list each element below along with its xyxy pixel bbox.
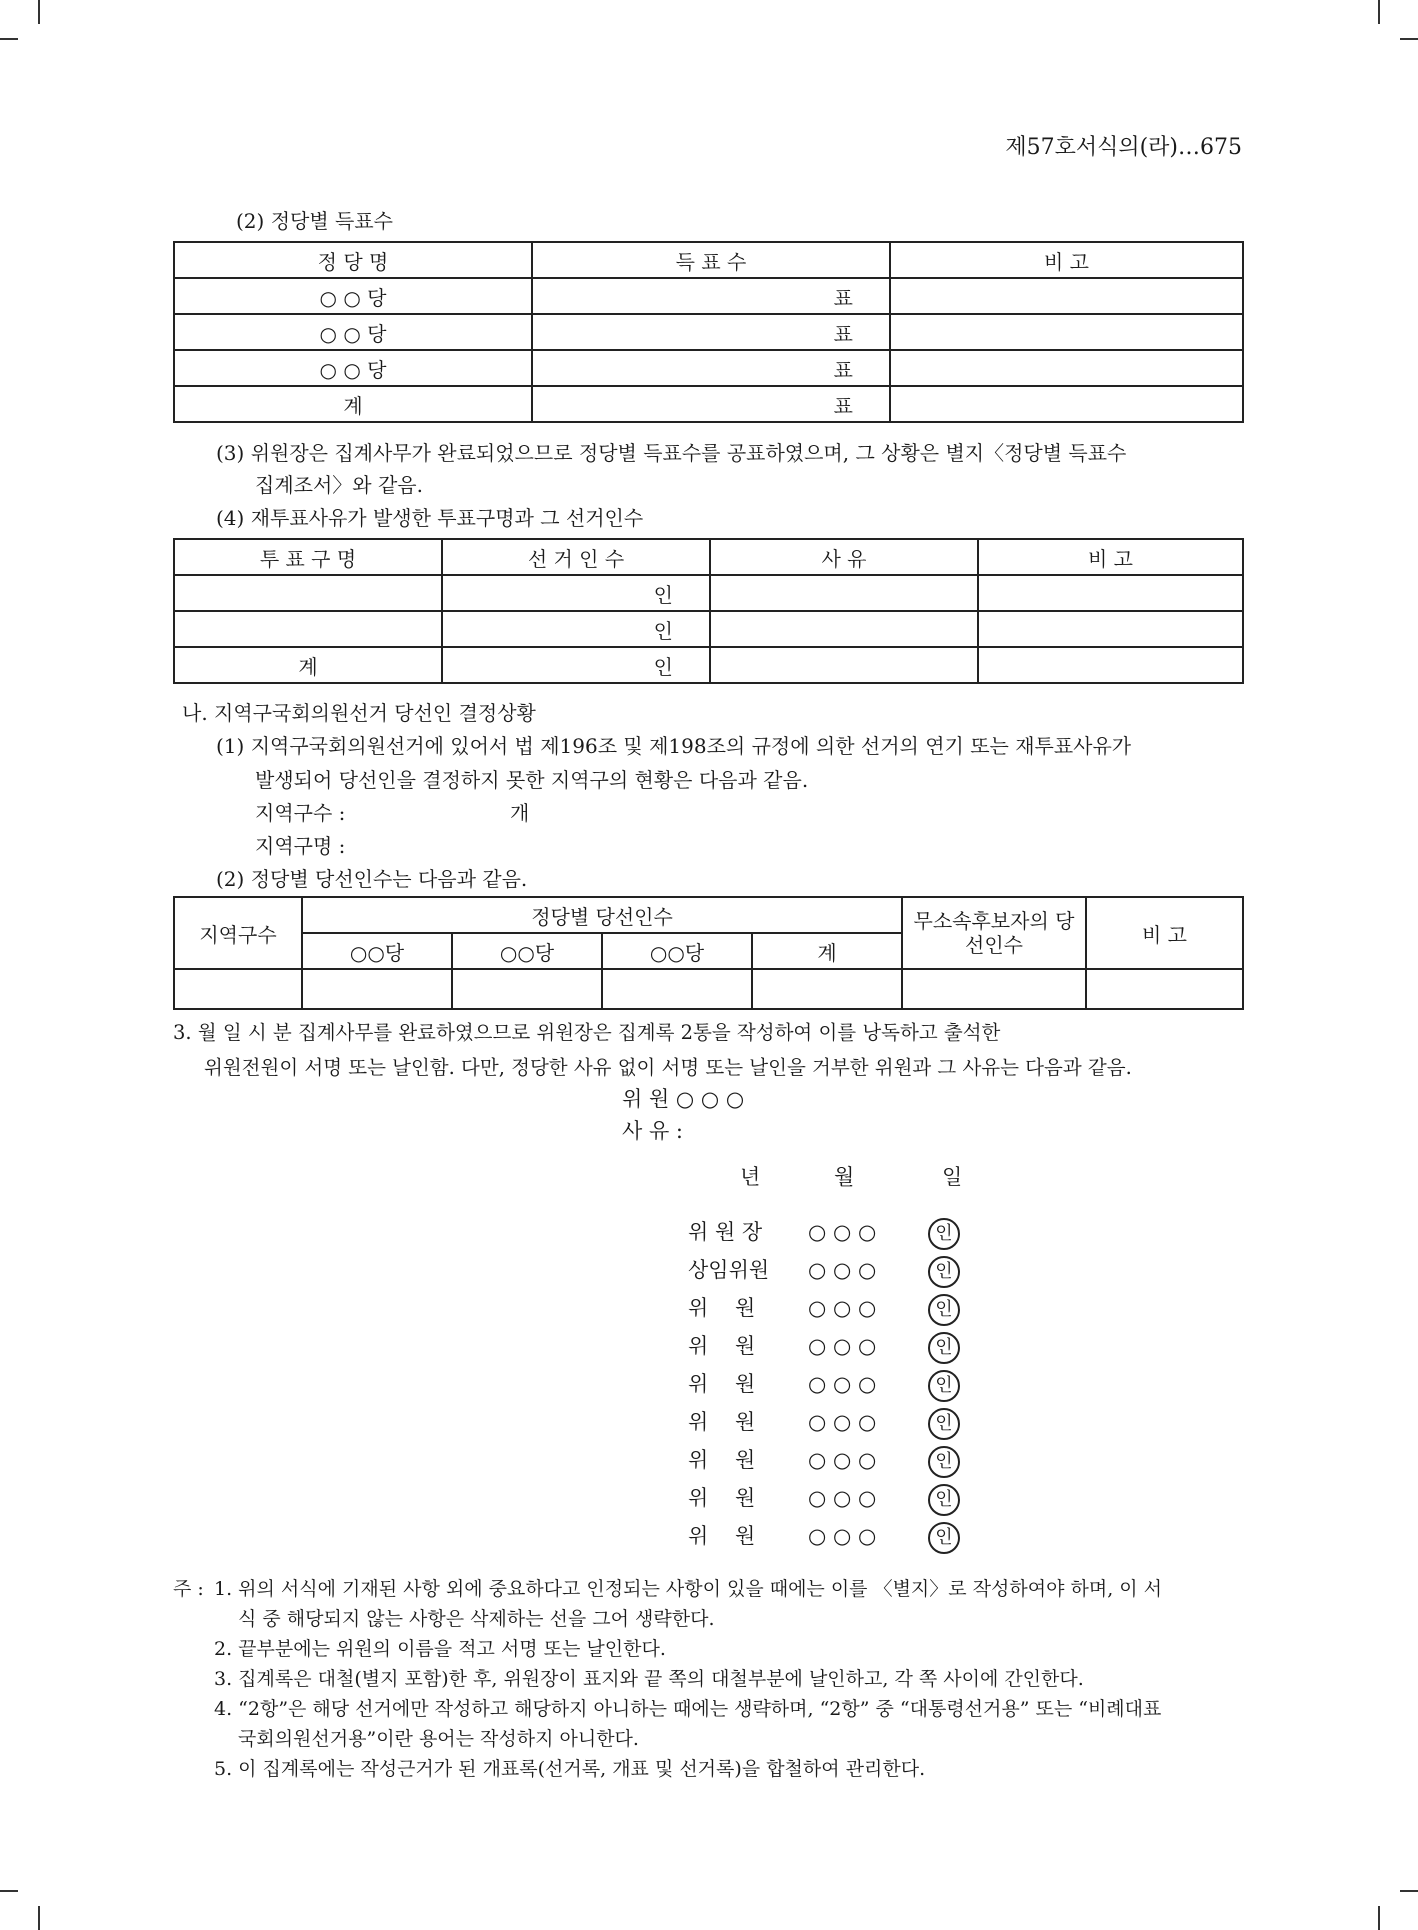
voter-unit-cell: 인 [442, 575, 710, 611]
signature-row [688, 1330, 960, 1364]
party-name-cell: ○ ○ 당 [174, 314, 532, 350]
district-count-unit: 개 [510, 801, 530, 825]
date-month-label: 월 [834, 1165, 855, 1189]
note-1-line2: 식 중 해당되지 않는 사항은 삭제하는 선을 그어 생략한다. [238, 1608, 715, 1630]
table-cell [752, 969, 902, 1009]
note-2: 2. 끝부분에는 위원의 이름을 적고 서명 또는 날인한다. [214, 1638, 666, 1660]
date-year-label: 년 [740, 1165, 761, 1189]
vote-unit-cell: 표 [532, 350, 890, 386]
table-cell [1086, 969, 1243, 1009]
note-cell [978, 575, 1243, 611]
signer-role: 위 원 [688, 1524, 756, 1548]
paragraph-completion-line2: 위원전원이 서명 또는 날인함. 다만, 정당한 사유 없이 서명 또는 날인을 거부한 위원과 그 사유는 다음과 같음. [204, 1056, 1132, 1079]
note-4-line1: 4. “2항”은 해당 선거에만 작성하고 해당하지 아니하는 때에는 생략하며, “2항” 중 “대통령선거용” 또는 “비례대표 [214, 1698, 1162, 1720]
refusing-member-line: 위 원 ○ ○ ○ [622, 1087, 745, 1111]
voter-unit-cell: 인 [442, 611, 710, 647]
table-row-total [174, 386, 1243, 422]
note-cell [890, 350, 1243, 386]
district-name-label: 지역구명 : [255, 834, 346, 858]
table-row [174, 278, 1243, 314]
section-title-district-winners: 나. 지역구국회의원선거 당선인 결정상황 [182, 701, 536, 725]
table-row [174, 314, 1243, 350]
winners-by-party-table [173, 896, 1244, 1010]
paragraph-announcement-line1: (3) 위원장은 집계사무가 완료되었으므로 정당별 득표수를 공표하였으며, 그 상황은 별지〈정당별 득표수 [216, 441, 1127, 465]
table-row [174, 969, 1243, 1009]
signer-name: ○ ○ ○ [808, 1372, 877, 1396]
signer-role: 위 원 [688, 1372, 756, 1396]
table-header-row [174, 897, 1243, 933]
note-3: 3. 집계록은 대철(별지 포함)한 후, 위원장이 표지와 끝 쪽의 대철부분에 날인하고, 각 쪽 사이에 간인한다. [214, 1668, 1084, 1690]
paragraph-announcement-line2: 집계조서〉와 같음. [255, 473, 423, 497]
total-label-cell: 계 [174, 386, 532, 422]
table-cell [174, 969, 302, 1009]
party-column-header: ○○당 [602, 933, 752, 969]
signature-row [688, 1406, 960, 1440]
signature-row [688, 1482, 960, 1516]
total-column-header: 계 [752, 933, 902, 969]
crop-mark [1400, 38, 1418, 40]
table-row-total [174, 647, 1243, 683]
signer-role: 위 원 장 [688, 1220, 763, 1244]
signature-row [688, 1292, 960, 1326]
signer-name: ○ ○ ○ [808, 1334, 877, 1358]
table-header-row [174, 539, 1243, 575]
note-cell [978, 647, 1243, 683]
column-header: 비 고 [890, 242, 1243, 278]
vote-unit-cell: 표 [532, 314, 890, 350]
note-cell [890, 314, 1243, 350]
note-cell [890, 278, 1243, 314]
seal-mark: 인 [928, 1446, 960, 1478]
table-row [174, 575, 1243, 611]
seal-mark: 인 [928, 1522, 960, 1554]
signer-role: 상임위원 [688, 1258, 770, 1282]
party-name-cell: ○ ○ 당 [174, 278, 532, 314]
party-column-header: ○○당 [302, 933, 452, 969]
district-count-label: 지역구수 : [255, 801, 346, 825]
signer-role: 위 원 [688, 1410, 756, 1434]
column-header: 득 표 수 [532, 242, 890, 278]
seal-mark: 인 [928, 1408, 960, 1440]
signer-name: ○ ○ ○ [808, 1258, 877, 1282]
crop-mark [1378, 0, 1380, 24]
signer-role: 위 원 [688, 1296, 756, 1320]
party-name-cell: ○ ○ 당 [174, 350, 532, 386]
signature-row [688, 1368, 960, 1402]
column-header: 선 거 인 수 [442, 539, 710, 575]
vote-unit-cell: 표 [532, 386, 890, 422]
column-header: 투 표 구 명 [174, 539, 442, 575]
precinct-name-cell [174, 575, 442, 611]
signer-role: 위 원 [688, 1448, 756, 1472]
crop-mark [38, 1906, 40, 1930]
refusal-reason-label: 사 유 : [622, 1119, 683, 1143]
paragraph-completion-line1: 3. 월 일 시 분 집계사무를 완료하였으므로 위원장은 집계록 2통을 작성하여 이를 낭독하고 출석한 [173, 1021, 1001, 1044]
table-cell [902, 969, 1086, 1009]
note-cell [978, 611, 1243, 647]
crop-mark [1400, 1890, 1418, 1892]
section-title-party-votes: (2) 정당별 득표수 [236, 209, 393, 233]
table-row [174, 350, 1243, 386]
seal-mark: 인 [928, 1294, 960, 1326]
seal-mark: 인 [928, 1256, 960, 1288]
column-header: 사 유 [710, 539, 978, 575]
column-header-district-count: 지역구수 [174, 897, 302, 969]
reason-cell [710, 611, 978, 647]
note-4-line2: 국회의원선거용”이란 용어는 작성하지 아니한다. [238, 1728, 639, 1750]
seal-mark: 인 [928, 1218, 960, 1250]
table-cell [602, 969, 752, 1009]
voter-unit-cell: 인 [442, 647, 710, 683]
crop-mark [1378, 1906, 1380, 1930]
revote-table [173, 538, 1244, 684]
signature-row [688, 1254, 960, 1288]
signer-name: ○ ○ ○ [808, 1524, 877, 1548]
notes-prefix: 주 : [173, 1578, 204, 1600]
column-header: 정 당 명 [174, 242, 532, 278]
precinct-name-cell [174, 611, 442, 647]
signature-row [688, 1216, 960, 1250]
table-header-row [174, 242, 1243, 278]
crop-mark [38, 0, 40, 24]
seal-mark: 인 [928, 1332, 960, 1364]
column-header-note: 비 고 [1086, 897, 1243, 969]
note-1-line1: 1. 위의 서식에 기재된 사항 외에 중요하다고 인정되는 사항이 있을 때에는 이를 〈별지〉로 작성하여야 하며, 이 서 [214, 1578, 1163, 1600]
crop-mark [0, 1890, 18, 1892]
paragraph-winners-by-party: (2) 정당별 당선인수는 다음과 같음. [216, 867, 528, 891]
signer-name: ○ ○ ○ [808, 1220, 877, 1244]
signature-row [688, 1444, 960, 1478]
note-5: 5. 이 집계록에는 작성근거가 된 개표록(선거록, 개표 및 선거록)을 합철하여 관리한다. [214, 1758, 926, 1780]
date-day-label: 일 [942, 1165, 963, 1189]
party-column-header: ○○당 [452, 933, 602, 969]
reason-cell [710, 647, 978, 683]
signer-name: ○ ○ ○ [808, 1448, 877, 1472]
note-cell [890, 386, 1243, 422]
column-header-independent-winners: 무소속후보자의 당선인수 [902, 897, 1086, 969]
paragraph-district-line1: (1) 지역구국회의원선거에 있어서 법 제196조 및 제198조의 규정에 의한 선거의 연기 또는 재투표사유가 [216, 734, 1132, 758]
signer-name: ○ ○ ○ [808, 1296, 877, 1320]
signer-name: ○ ○ ○ [808, 1410, 877, 1434]
table-cell [452, 969, 602, 1009]
table-cell [302, 969, 452, 1009]
party-votes-table [173, 241, 1244, 423]
signer-role: 위 원 [688, 1486, 756, 1510]
signer-name: ○ ○ ○ [808, 1486, 877, 1510]
seal-mark: 인 [928, 1370, 960, 1402]
vote-unit-cell: 표 [532, 278, 890, 314]
total-label-cell: 계 [174, 647, 442, 683]
column-header: 비 고 [978, 539, 1243, 575]
column-header-party-winners: 정당별 당선인수 [302, 897, 902, 933]
paragraph-district-line2: 발생되어 당선인을 결정하지 못한 지역구의 현황은 다음과 같음. [255, 768, 809, 792]
crop-mark [0, 38, 18, 40]
section-title-revote: (4) 재투표사유가 발생한 투표구명과 그 선거인수 [216, 506, 644, 530]
table-row [174, 611, 1243, 647]
reason-cell [710, 575, 978, 611]
seal-mark: 인 [928, 1484, 960, 1516]
signer-role: 위 원 [688, 1334, 756, 1358]
signature-row [688, 1520, 960, 1554]
page-header-form-number: 제57호서식의(라)…675 [1005, 135, 1242, 160]
